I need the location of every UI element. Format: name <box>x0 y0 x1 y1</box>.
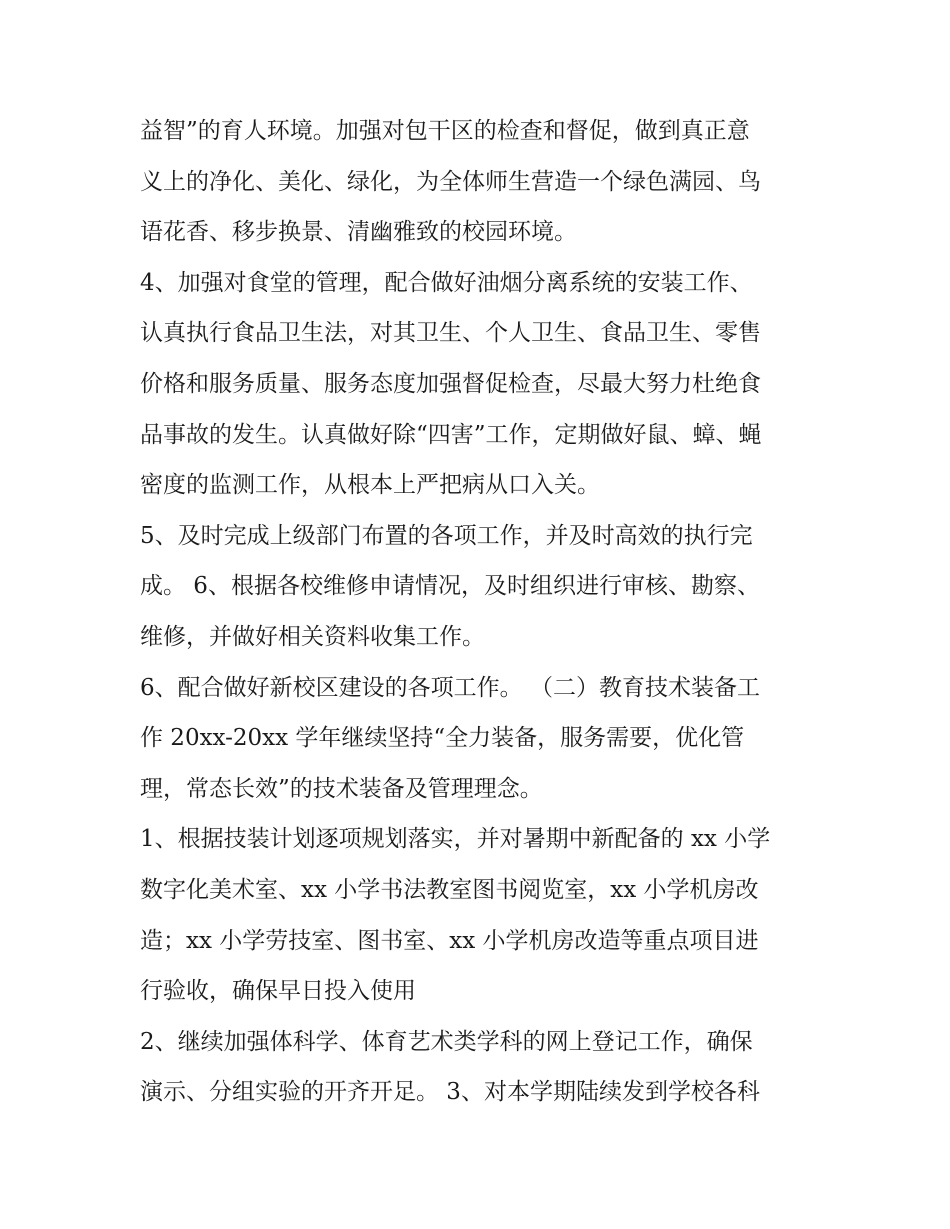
text-line: 维修，并做好相关资料收集工作。 <box>140 623 485 650</box>
text-line: 价格和服务质量、服务态度加强督促检查，尽最大努力杜绝食 <box>140 370 761 397</box>
text-line: 作 20xx-20xx 学年继续坚持“全力装备，服务需要，优化管 <box>140 725 745 752</box>
body-text <box>140 106 840 1118</box>
text-line: 密度的监测工作，从根本上严把病从口入关。 <box>140 472 600 499</box>
text-line: 认真执行食品卫生法，对其卫生、个人卫生、食品卫生、零售 <box>140 320 761 347</box>
text-line: 成。 6、根据各校维修申请情况，及时组织进行审核、勘察、 <box>140 573 760 600</box>
text-line: 义上的净化、美化、绿化，为全体师生营造一个绿色满园、鸟 <box>140 168 761 195</box>
text-line: 6、配合做好新校区建设的各项工作。 （二）教育技术装备工 <box>140 674 760 701</box>
text-line: 5、及时完成上级部门布置的各项工作，并及时高效的执行完 <box>140 522 753 549</box>
text-line: 演示、分组实验的开齐开足。 3、对本学期陆续发到学校各科 <box>140 1079 760 1106</box>
text-line: 2、继续加强体科学、体育艺术类学科的网上登记工作，确保 <box>140 1028 753 1055</box>
text-line: 1、根据技装计划逐项规划落实，并对暑期中新配备的 xx 小学 <box>140 826 771 853</box>
text-line: 数字化美术室、xx 小学书法教室图书阅览室，xx 小学机房改 <box>140 876 759 903</box>
text-line: 理，常态长效”的技术装备及管理理念。 <box>140 775 543 802</box>
text-line: 品事故的发生。认真做好除“四害”工作，定期做好鼠、蟑、蝇 <box>140 421 762 448</box>
text-line: 造；xx 小学劳技室、图书室、xx 小学机房改造等重点项目进 <box>140 927 759 954</box>
text-line: 4、加强对食堂的管理，配合做好油烟分离系统的安装工作、 <box>140 269 753 296</box>
text-line: 行验收，确保早日投入使用 <box>140 978 416 1005</box>
text-line: 语花香、移步换景、清幽雅致的校园环境。 <box>140 219 577 246</box>
text-line: 益智”的育人环境。加强对包干区的检查和督促，做到真正意 <box>140 118 750 144</box>
